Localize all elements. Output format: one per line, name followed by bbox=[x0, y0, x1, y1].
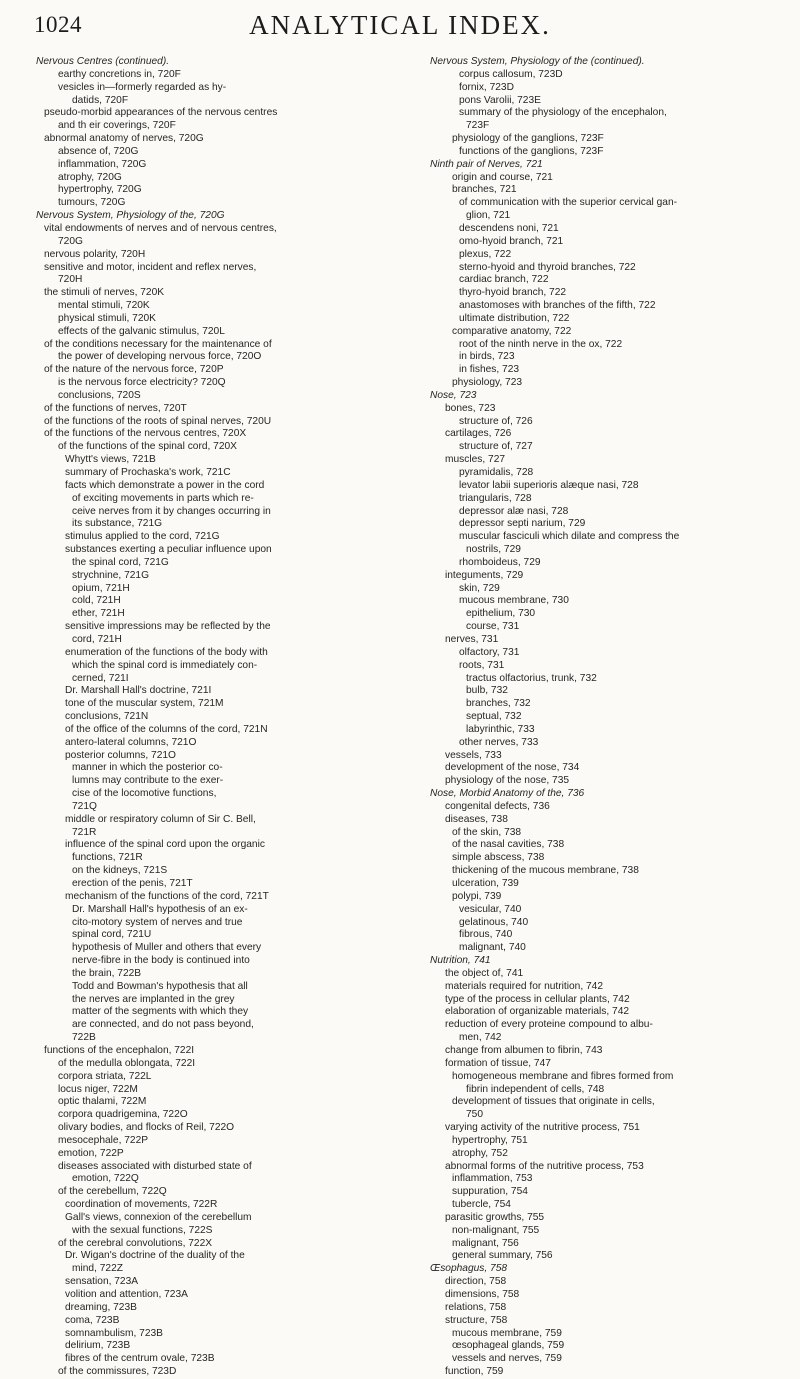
index-entry: the brain, 722B bbox=[72, 967, 142, 979]
index-entry: which the spinal cord is immediately con- bbox=[72, 659, 258, 671]
index-entry: muscular fasciculi which dilate and compress the bbox=[459, 531, 680, 543]
index-entry: coordination of movements, 722R bbox=[65, 1199, 218, 1211]
index-entry: mesocephale, 722P bbox=[58, 1134, 149, 1146]
index-entry: integuments, 729 bbox=[445, 569, 524, 581]
index-entry: anastomoses with branches of the fifth, 722 bbox=[459, 300, 656, 312]
index-entry: general summary, 756 bbox=[452, 1250, 553, 1262]
index-entry: spinal cord, 721U bbox=[72, 929, 152, 941]
index-entry: optic thalami, 722M bbox=[58, 1096, 147, 1108]
index-entry: conclusions, 721N bbox=[65, 711, 149, 723]
index-entry: glion, 721 bbox=[466, 210, 511, 222]
index-entry: 722B bbox=[72, 1032, 96, 1044]
index-heading: Nose, 723 bbox=[430, 389, 477, 401]
index-entry: stimulus applied to the cord, 721G bbox=[65, 531, 220, 543]
index-entry: functions of the ganglions, 723F bbox=[459, 145, 604, 157]
index-entry: structure of, 727 bbox=[459, 441, 533, 453]
index-entry: inflammation, 753 bbox=[452, 1173, 533, 1185]
index-entry: cartilages, 726 bbox=[445, 428, 512, 440]
index-entry: simple abscess, 738 bbox=[452, 852, 545, 864]
index-entry: formation of tissue, 747 bbox=[445, 1057, 551, 1069]
index-entry: lumns may contribute to the exer- bbox=[72, 775, 224, 787]
index-entry: levator labii superioris alæque nasi, 728 bbox=[459, 479, 639, 491]
index-entry: cise of the locomotive functions, bbox=[72, 788, 217, 800]
index-entry: dimensions, 758 bbox=[445, 1289, 520, 1300]
index-entry: vessels, 733 bbox=[445, 749, 502, 761]
index-entry: reduction of every proteine compound to albu- bbox=[445, 1019, 653, 1031]
index-entry: comparative anatomy, 722 bbox=[452, 325, 572, 337]
index-entry: delirium, 723B bbox=[65, 1340, 131, 1352]
index-entry: 720H bbox=[58, 274, 83, 286]
index-entry: materials required for nutrition, 742 bbox=[445, 980, 603, 992]
index-entry: thyro-hyoid branch, 722 bbox=[459, 287, 567, 299]
index-entry: of the cerebral convolutions, 722X bbox=[58, 1237, 213, 1249]
index-entry: structure of, 726 bbox=[459, 415, 533, 427]
index-entry: branches, 721 bbox=[452, 184, 517, 196]
index-entry: 721Q bbox=[72, 800, 97, 812]
index-entry: effects of the galvanic stimulus, 720L bbox=[58, 325, 225, 337]
index-entry: fornix, 723D bbox=[459, 81, 514, 93]
index-entry: mechanism of the functions of the cord, 721T bbox=[65, 890, 269, 902]
index-entry: in fishes, 723 bbox=[459, 364, 520, 376]
index-entry: absence of, 720G bbox=[58, 145, 139, 157]
index-entry: course, 731 bbox=[466, 621, 520, 633]
index-entry: summary of Prochaska's work, 721C bbox=[65, 467, 231, 478]
index-entry: ceive nerves from it by changes occurring in bbox=[72, 505, 271, 517]
index-entry: middle or respiratory column of Sir C. Bell, bbox=[65, 813, 256, 825]
index-entry: labyrinthic, 733 bbox=[466, 723, 535, 735]
index-entry: corpus callosum, 723D bbox=[459, 68, 563, 80]
index-entry: inflammation, 720G bbox=[58, 158, 147, 170]
index-entry: enumeration of the functions of the body with bbox=[65, 646, 268, 658]
index-entry: fibrin independent of cells, 748 bbox=[466, 1083, 605, 1095]
index-entry: root of the ninth nerve in the ox, 722 bbox=[459, 338, 623, 350]
index-entry: hypothesis of Muller and others that every bbox=[72, 942, 262, 954]
index-entry: cito-motory system of nerves and true bbox=[72, 916, 243, 928]
index-entry: 720G bbox=[58, 235, 83, 247]
index-entry: Dr. Marshall Hall's doctrine, 721I bbox=[65, 685, 212, 697]
index-entry: olivary bodies, and flocks of Reil, 722O bbox=[58, 1122, 235, 1134]
index-entry: the spinal cord, 721G bbox=[72, 556, 169, 568]
index-entry: 723F bbox=[466, 120, 490, 132]
index-entry: development of tissues that originate in cells, bbox=[452, 1096, 655, 1108]
index-entry: atrophy, 720G bbox=[58, 171, 122, 183]
index-entry: malignant, 756 bbox=[452, 1237, 519, 1249]
index-entry: earthy concretions in, 720F bbox=[58, 68, 181, 80]
index-entry: substances exerting a peculiar influence upon bbox=[65, 544, 272, 556]
index-entry: somnambulism, 723B bbox=[65, 1327, 163, 1339]
index-entry: nervous polarity, 720H bbox=[44, 248, 146, 260]
index-entry: men, 742 bbox=[459, 1032, 502, 1044]
index-entry: polypi, 739 bbox=[452, 890, 502, 902]
index-entry: suppuration, 754 bbox=[452, 1186, 528, 1198]
index-entry: tone of the muscular system, 721M bbox=[65, 698, 224, 710]
index-entry: on the kidneys, 721S bbox=[72, 865, 168, 877]
index-entry: with the sexual functions, 722S bbox=[72, 1224, 213, 1236]
index-entry: of the nasal cavities, 738 bbox=[452, 839, 565, 851]
index-entry: origin and course, 721 bbox=[452, 171, 553, 183]
page-number: 1024 bbox=[34, 12, 82, 37]
index-entry: functions of the encephalon, 722I bbox=[44, 1044, 195, 1056]
index-entry: summary of the physiology of the encephalon, bbox=[459, 107, 667, 119]
index-entry: of the office of the columns of the cord, 721N bbox=[65, 723, 268, 735]
index-entry: bulb, 732 bbox=[466, 685, 508, 697]
index-entry: are connected, and do not pass beyond, bbox=[72, 1019, 254, 1031]
index-entry: homogeneous membrane and fibres formed from bbox=[452, 1070, 674, 1082]
index-entry: rhomboideus, 729 bbox=[459, 556, 541, 568]
index-entry: branches, 732 bbox=[466, 698, 531, 710]
index-entry: pons Varolii, 723E bbox=[459, 94, 541, 106]
index-entry: mind, 722Z bbox=[72, 1263, 123, 1275]
index-entry: cord, 721H bbox=[72, 633, 122, 645]
index-entry: tubercle, 754 bbox=[452, 1199, 511, 1211]
index-entry: function, 759 bbox=[445, 1366, 504, 1378]
index-entry: manner in which the posterior co- bbox=[72, 762, 223, 774]
index-entry: hypertrophy, 751 bbox=[452, 1134, 528, 1146]
index-entry: vesicles in—formerly regarded as hy- bbox=[58, 81, 227, 93]
index-heading: Nose, Morbid Anatomy of the, 736 bbox=[430, 788, 585, 800]
index-entry: ether, 721H bbox=[72, 608, 125, 620]
index-entry: non-malignant, 755 bbox=[452, 1224, 540, 1236]
index-entry: emotion, 722P bbox=[58, 1147, 124, 1159]
index-entry: hypertrophy, 720G bbox=[58, 184, 142, 196]
index-entry: Todd and Bowman's hypothesis that all bbox=[72, 980, 248, 992]
index-heading: Nervous System, Physiology of the (continued). bbox=[430, 56, 645, 67]
index-entry: the power of developing nervous force, 720O bbox=[58, 351, 262, 363]
index-entry: of the functions of the nervous centres, 720X bbox=[44, 428, 247, 440]
index-entry: descendens noni, 721 bbox=[459, 222, 559, 234]
index-entry: sensation, 723A bbox=[65, 1276, 139, 1288]
index-entry: abnormal anatomy of nerves, 720G bbox=[44, 133, 204, 145]
index-entry: tumours, 720G bbox=[58, 197, 126, 209]
index-entry: roots, 731 bbox=[459, 659, 505, 671]
index-entry: gelatinous, 740 bbox=[459, 916, 529, 928]
index-entry: depressor alæ nasi, 728 bbox=[459, 505, 569, 517]
index-entry: of the functions of nerves, 720T bbox=[44, 402, 187, 414]
index-entry: bones, 723 bbox=[445, 402, 496, 414]
index-entry: the stimuli of nerves, 720K bbox=[44, 287, 165, 299]
index-entry: skin, 729 bbox=[459, 582, 500, 594]
index-entry: conclusions, 720S bbox=[58, 389, 141, 401]
index-entry: fibres of the centrum ovale, 723B bbox=[65, 1353, 215, 1365]
index-entry: matter of the segments with which they bbox=[72, 1006, 249, 1018]
index-entry: type of the process in cellular plants, 742 bbox=[445, 993, 630, 1005]
right-column bbox=[430, 56, 786, 1379]
index-entry: of the nature of the nervous force, 720P bbox=[44, 364, 224, 376]
index-entry: 721R bbox=[72, 826, 97, 838]
index-entry: in birds, 723 bbox=[459, 351, 515, 363]
index-entry: Gall's views, connexion of the cerebellum bbox=[65, 1211, 252, 1223]
index-entry: dreaming, 723B bbox=[65, 1301, 137, 1313]
index-entry: datids, 720F bbox=[72, 94, 129, 106]
index-entry: abnormal forms of the nutritive process, 753 bbox=[445, 1160, 644, 1172]
index-entry: congenital defects, 736 bbox=[445, 800, 550, 812]
index-entry: triangularis, 728 bbox=[459, 492, 532, 504]
index-entry: other nerves, 733 bbox=[459, 736, 539, 748]
index-entry: physiology of the nose, 735 bbox=[445, 775, 570, 787]
index-entry: pyramidalis, 728 bbox=[459, 467, 534, 478]
index-entry: structure, 758 bbox=[445, 1314, 508, 1326]
index-entry: Whytt's views, 721B bbox=[65, 454, 156, 466]
index-entry: elaboration of organizable materials, 742 bbox=[445, 1006, 630, 1018]
index-entry: of the conditions necessary for the maintenance of bbox=[44, 338, 272, 350]
index-entry: erection of the penis, 721T bbox=[72, 878, 193, 889]
index-entry: change from albumen to fibrin, 743 bbox=[445, 1044, 603, 1056]
index-entry: of the functions of the spinal cord, 720X bbox=[58, 441, 237, 453]
index-entry: parasitic growths, 755 bbox=[445, 1211, 545, 1223]
index-entry: of the skin, 738 bbox=[452, 826, 522, 838]
index-entry: opium, 721H bbox=[72, 582, 130, 594]
index-entry: emotion, 722Q bbox=[72, 1173, 139, 1185]
index-entry: mucous membrane, 730 bbox=[459, 595, 569, 607]
index-entry: Dr. Wigan's doctrine of the duality of the bbox=[65, 1250, 245, 1262]
index-entry: physical stimuli, 720K bbox=[58, 312, 156, 324]
index-entry: of the cerebellum, 722Q bbox=[58, 1186, 167, 1198]
index-entry: 750 bbox=[466, 1109, 483, 1121]
index-entry: the object of, 741 bbox=[445, 967, 524, 979]
index-entry: influence of the spinal cord upon the organic bbox=[65, 839, 265, 851]
index-entry: ulceration, 739 bbox=[452, 878, 519, 889]
index-entry: sterno-hyoid and thyroid branches, 722 bbox=[459, 261, 636, 273]
index-entry: cerned, 721I bbox=[72, 672, 129, 684]
index-heading: Nervous System, Physiology of the, 720G bbox=[36, 210, 225, 222]
index-entry: plexus, 722 bbox=[459, 248, 512, 260]
index-entry: sensitive and motor, incident and reflex nerves, bbox=[44, 261, 257, 273]
index-entry: pseudo-morbid appearances of the nervous centres bbox=[44, 107, 278, 119]
index-entry: of the commissures, 723D bbox=[58, 1366, 177, 1378]
index-entry: development of the nose, 734 bbox=[445, 762, 580, 774]
index-entry: direction, 758 bbox=[445, 1276, 507, 1288]
index-entry: sensitive impressions may be reflected by the bbox=[65, 621, 271, 633]
index-heading: Nervous Centres (continued). bbox=[36, 56, 170, 67]
index-heading: Ninth pair of Nerves, 721 bbox=[430, 158, 543, 170]
index-entry: ultimate distribution, 722 bbox=[459, 312, 570, 324]
left-column bbox=[36, 56, 396, 1379]
index-entry: physiology of the ganglions, 723F bbox=[452, 133, 604, 145]
index-entry: and th eir coverings, 720F bbox=[58, 120, 176, 132]
page-header bbox=[28, 6, 772, 46]
index-entry: muscles, 727 bbox=[445, 454, 506, 466]
index-heading: Œsophagus, 758 bbox=[430, 1263, 508, 1275]
index-entry: tractus olfactorius, trunk, 732 bbox=[466, 672, 597, 684]
index-entry: the nerves are implanted in the grey bbox=[72, 993, 235, 1005]
index-entry: diseases, 738 bbox=[445, 813, 508, 825]
index-entry: relations, 758 bbox=[445, 1301, 507, 1313]
index-entry: is the nervous force electricity? 720Q bbox=[58, 377, 226, 389]
index-entry: posterior columns, 721O bbox=[65, 749, 176, 761]
index-entry: corpora striata, 722L bbox=[58, 1070, 152, 1082]
index-entry: fibrous, 740 bbox=[459, 929, 513, 941]
index-entry: atrophy, 752 bbox=[452, 1147, 508, 1159]
index-entry: volition and attention, 723A bbox=[65, 1289, 188, 1300]
index-entry: nostrils, 729 bbox=[466, 544, 521, 556]
index-entry: of communication with the superior cervical gan- bbox=[459, 197, 677, 209]
index-entry: Dr. Marshall Hall's hypothesis of an ex- bbox=[72, 903, 248, 915]
index-entry: nerves, 731 bbox=[445, 633, 499, 645]
index-entry: its substance, 721G bbox=[72, 518, 163, 530]
index-entry: coma, 723B bbox=[65, 1314, 120, 1326]
index-entry: cardiac branch, 722 bbox=[459, 274, 549, 286]
index-entry: epithelium, 730 bbox=[466, 608, 536, 620]
index-entry: olfactory, 731 bbox=[459, 646, 520, 658]
index-entry: œsophageal glands, 759 bbox=[452, 1340, 565, 1352]
index-entry: physiology, 723 bbox=[452, 377, 523, 389]
index-entry: functions, 721R bbox=[72, 852, 143, 864]
index-entry: cold, 721H bbox=[72, 595, 121, 607]
index-entry: of exciting movements in parts which re- bbox=[72, 492, 254, 504]
index-heading: Nutrition, 741 bbox=[430, 955, 491, 967]
index-entry: omo-hyoid branch, 721 bbox=[459, 235, 564, 247]
index-entry: nerve-fibre in the body is continued into bbox=[72, 955, 250, 967]
index-entry: mental stimuli, 720K bbox=[58, 300, 150, 312]
index-entry: corpora quadrigemina, 722O bbox=[58, 1109, 188, 1121]
index-entry: mucous membrane, 759 bbox=[452, 1327, 562, 1339]
index-entry: antero-lateral columns, 721O bbox=[65, 736, 197, 748]
index-entry: facts which demonstrate a power in the cord bbox=[65, 479, 265, 491]
index-entry: depressor septi narium, 729 bbox=[459, 518, 586, 530]
index-entry: vesicular, 740 bbox=[459, 903, 522, 915]
index-entry: malignant, 740 bbox=[459, 942, 526, 954]
index-entry: of the medulla oblongata, 722I bbox=[58, 1057, 196, 1069]
index-entry: septual, 732 bbox=[466, 711, 522, 723]
running-title: ANALYTICAL INDEX. bbox=[249, 10, 551, 40]
index-entry: thickening of the mucous membrane, 738 bbox=[452, 865, 639, 877]
index-entry: strychnine, 721G bbox=[72, 569, 150, 581]
index-entry: vessels and nerves, 759 bbox=[452, 1353, 562, 1365]
index-entry: of the functions of the roots of spinal nerves, 720U bbox=[44, 415, 272, 427]
index-entry: varying activity of the nutritive process, 751 bbox=[445, 1122, 640, 1134]
index-entry: locus niger, 722M bbox=[58, 1083, 138, 1095]
index-columns bbox=[36, 56, 780, 1378]
index-entry: vital endowments of nerves and of nervous centres, bbox=[44, 222, 277, 234]
index-entry: diseases associated with disturbed state of bbox=[58, 1160, 252, 1172]
